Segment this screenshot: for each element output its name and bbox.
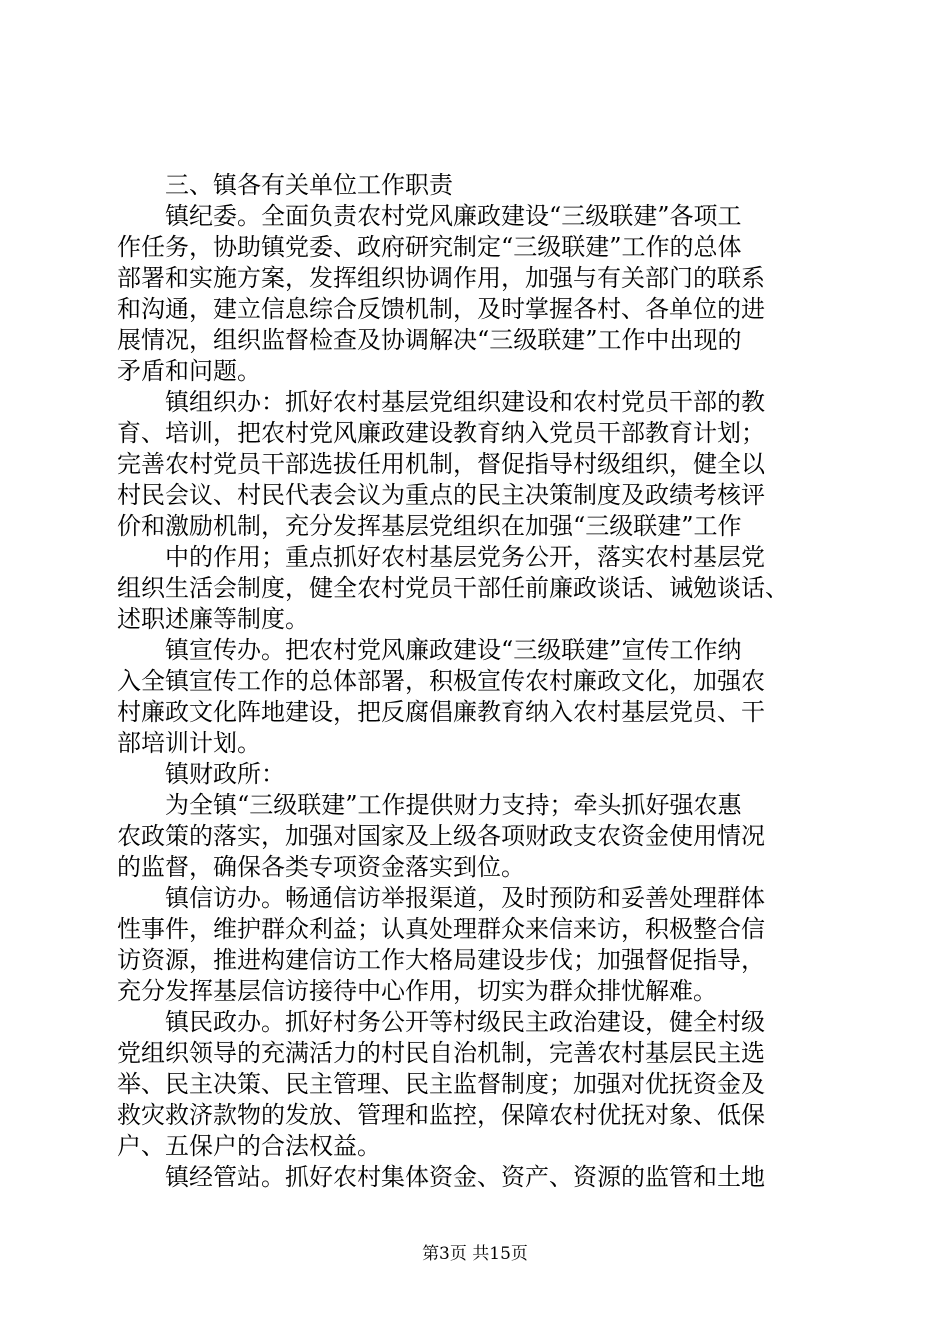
paragraph-line: 性事件，维护群众利益；认真处理群众来信来访，积极整合信 — [117, 915, 765, 943]
paragraph-line: 完善农村党员干部选拔任用机制，督促指导村级组织，健全以 — [117, 450, 765, 478]
document-paragraph — [117, 387, 837, 542]
page-footer: 第3页 共15页 — [422, 1244, 528, 1264]
paragraph-line: 充分发挥基层信访接待中心作用，切实为群众排忧解难。 — [117, 977, 717, 1005]
paragraph-line: 农政策的落实，加强对国家及上级各项财政支农资金使用情况 — [117, 822, 765, 850]
paragraph-line: 镇信访办。畅通信访举报渠道，及时预防和妥善处理群体 — [165, 884, 765, 912]
paragraph-line: 访资源，推进构建信访工作大格局建设步伐；加强督促指导， — [117, 946, 765, 974]
paragraph-line: 镇组织办：抓好农村基层党组织建设和农村党员干部的教 — [165, 388, 765, 416]
paragraph-line: 举、民主决策、民主管理、民主监督制度；加强对优抚资金及 — [117, 1070, 765, 1098]
document-paragraph — [117, 1007, 837, 1162]
paragraph-line: 入全镇宣传工作的总体部署，积极宣传农村廉政文化，加强农 — [117, 667, 765, 695]
paragraph-line: 镇财政所： — [165, 760, 285, 788]
paragraph-line: 村民会议、村民代表会议为重点的民主决策制度及政绩考核评 — [117, 481, 765, 509]
paragraph-line: 的监督，确保各类专项资金落实到位。 — [117, 853, 525, 881]
paragraph-line: 矛盾和问题。 — [117, 357, 261, 385]
paragraph-line: 组织生活会制度，健全农村党员干部任前廉政谈话、诫勉谈话、 — [117, 574, 789, 602]
document-paragraph — [117, 201, 837, 387]
paragraph-line: 部培训计划。 — [117, 729, 261, 757]
document-paragraph — [117, 883, 837, 1007]
document-paragraph — [117, 759, 837, 790]
paragraph-line: 展情况，组织监督检查及协调解决“三级联建”工作中出现的 — [117, 326, 742, 354]
paragraph-line: 价和激励机制，充分发挥基层党组织在加强“三级联建”工作 — [117, 512, 742, 540]
document-paragraph — [117, 542, 837, 635]
paragraph-line: 救灾救济款物的发放、管理和监控，保障农村优抚对象、低保 — [117, 1101, 765, 1129]
paragraph-line: 部署和实施方案，发挥组织协调作用，加强与有关部门的联系 — [117, 264, 765, 292]
paragraph-line: 育、培训，把农村党风廉政建设教育纳入党员干部教育计划； — [117, 419, 765, 447]
document-paragraph — [117, 1162, 837, 1193]
section-heading: 三、镇各有关单位工作职责 — [165, 171, 453, 199]
paragraph-line: 述职述廉等制度。 — [117, 605, 309, 633]
paragraph-line: 党组织领导的充满活力的村民自治机制，完善农村基层民主选 — [117, 1039, 765, 1067]
paragraph-line: 和沟通，建立信息综合反馈机制，及时掌握各村、各单位的进 — [117, 295, 765, 323]
paragraph-line: 作任务，协助镇党委、政府研究制定“三级联建”工作的总体 — [117, 233, 742, 261]
paragraph-line: 为全镇“三级联建”工作提供财力支持；牵头抓好强农惠 — [165, 791, 742, 819]
document-paragraph — [117, 790, 837, 883]
paragraph-line: 中的作用；重点抓好农村基层党务公开，落实农村基层党 — [165, 543, 765, 571]
paragraph-line: 户、五保户的合法权益。 — [117, 1132, 381, 1160]
document-body — [117, 170, 837, 1193]
paragraph-line: 镇纪委。全面负责农村党风廉政建设“三级联建”各项工 — [165, 202, 742, 230]
paragraph-line: 镇经管站。抓好农村集体资金、资产、资源的监管和土地 — [165, 1163, 765, 1191]
document-paragraph — [117, 635, 837, 759]
paragraph-line: 镇民政办。抓好村务公开等村级民主政治建设，健全村级 — [165, 1008, 765, 1036]
paragraph-line: 村廉政文化阵地建设，把反腐倡廉教育纳入农村基层党员、干 — [117, 698, 765, 726]
paragraph-line: 镇宣传办。把农村党风廉政建设“三级联建”宣传工作纳 — [165, 636, 742, 664]
